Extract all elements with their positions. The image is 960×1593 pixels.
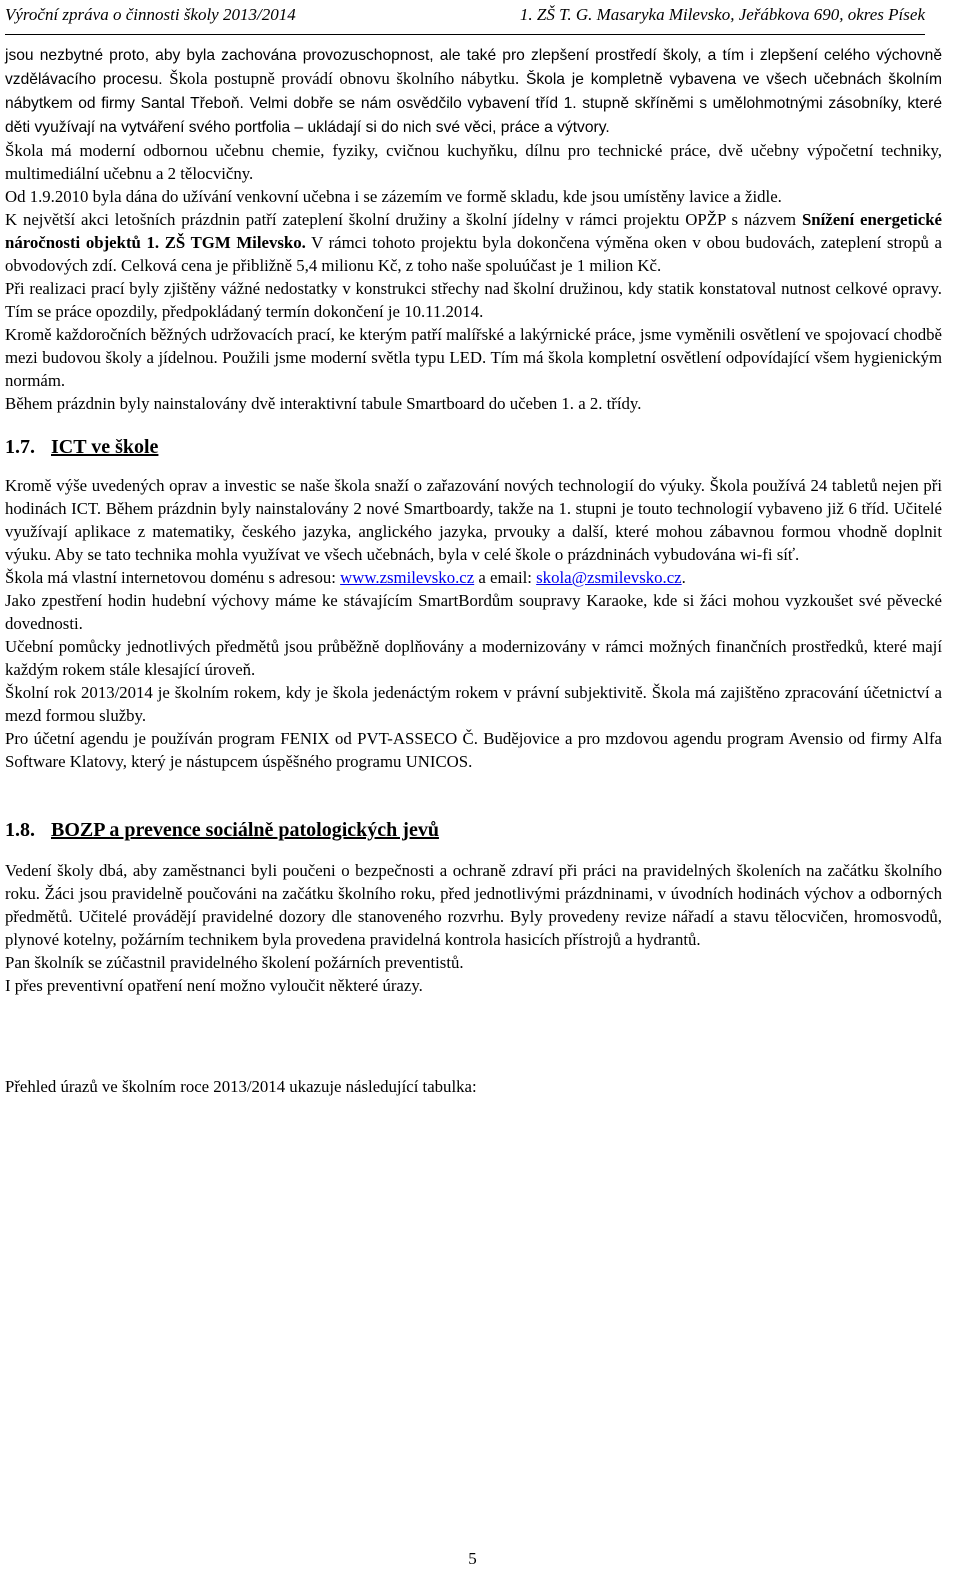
text-span: Škola má vlastní internetovou doménu s adresou: [5, 568, 341, 587]
text-span: a email: [474, 568, 537, 587]
project-name: Snížení energetické náročnosti objektů 1. ZŠ TGM Milevsko. [5, 210, 942, 252]
text-span: stupně skříněmi s umělohmotnými zásobníky, které děti využívají na vytváření svého portfolia – ukládají si do nich své věci, práce a výtvory. [5, 95, 942, 136]
paragraph-ict-technology: Kromě výše uvedených oprav a investic se naše škola snaží o zařazování nových technologií do výuky. Škola používá 24 tabletů nejen při hodinách ICT. Během prázdnin byly nainstalovány 2 nové Smartboardy, takže na 1. stupni je touto technologií vybaveno již 6 tříd. Učitelé využívají aplikace z matematiky, českého jazyka, anglického jazyka, prvouky a další, které mohou zábavnou formou vhodně doplnit výuku. Aby se tato technika mohla využívat ve všech učebnách, byla v celé škole o prázdninách vybudována wi-fi síť. [5, 476, 942, 564]
text-span: V rámci tohoto projektu byla dokončena výměna oken v obou budovách, zateplení stropů a obvodových zdí. Celková cena je přibližně 5,4 milionu Kč, z toho naše spoluúčast je 1 milion Kč. [5, 233, 942, 275]
text-span: . [681, 568, 686, 587]
paragraph-fire-training: Pan školník se zúčastnil pravidelného školení požárních preventistů. [5, 953, 464, 972]
section-number: 1.7. [5, 436, 35, 458]
email-link[interactable]: skola@zsmilevsko.cz [536, 568, 682, 587]
text-span: jsou nezbytné proto, aby byla zachována provozuschopnost, ale také pro zlepšení prostředí školy, a tím i zlepšení celého výchovně vzdělávacího procesu. [5, 47, 942, 88]
paragraph-injury-overview: Přehled úrazů ve školním roce 2013/2014 ukazuje následující tabulka: [5, 1077, 477, 1096]
paragraph-insulation-project [5, 208, 942, 277]
header-report-title: Výroční zpráva o činnosti školy 2013/2014 [5, 5, 296, 24]
text-span: Škola postupně provádí obnovu školního nábytku. [162, 69, 520, 88]
text-span: K největší akci letošních prázdnin patří zateplení školní družiny a školní jídelny v rámci projektu [5, 210, 686, 229]
paragraph-injuries: I přes preventivní opatření není možno vyloučit některé úrazy. [5, 976, 423, 995]
section-title: BOZP a prevence sociálně patologických jevů [51, 819, 439, 841]
paragraph-smartboards: Během prázdnin byly nainstalovány dvě interaktivní tabule Smartboard do učeben 1. a 2. třídy. [5, 394, 642, 413]
page-header [5, 0, 925, 35]
paragraph-roof-repair: Při realizaci prací byly zjištěny vážné nedostatky v konstrukci střechy nad školní družinou, kdy statik konstatoval nutnost celkové opravy. Tím se práce opozdily, předpokládaný termín dokončení je 10.11.2014. [5, 279, 942, 321]
paragraph-accounting-software: Pro účetní agendu je používán program FENIX od PVT-ASSECO Č. Budějovice a pro mzdovou agendu program Avensio od firmy Alfa Software Klatovy, který je nástupcem úspěšného programu UNICOS. [5, 729, 942, 771]
paragraph-furniture [5, 43, 942, 139]
paragraph-safety-training: Vedení školy dbá, aby zaměstnanci byli poučeni o bezpečnosti a ochraně zdraví při práci na pravidelných školeních na začátku školního roku. Žáci jsou pravidelně poučováni na začátku školního roku, před jednotlivými prázdninami, v úvodních hodinách výchov a odborných předmětů. Učitelé provádějí pravidelné dozory dle stanoveného rozvrhu. Byly provedeny revize nářadí a stavu tělocvičen, hromosvodů, plynové kotelny, požárním technikem byla provedena pravidelná kontrola hasicích přístrojů a hydrantů. [5, 861, 942, 949]
paragraph-lighting: Kromě každoročních běžných udržovacích prací, ke kterým patří malířské a lakýrnické práce, jsme vyměnili osvětlení ve spojovací chodbě mezi budovou školy a jídelnou. Použili jsme moderní světla typu LED. Tím má škola kompletní osvětlení odpovídající všem hygienickým normám. [5, 325, 942, 390]
page-number: 5 [468, 1549, 477, 1568]
header-school-name: 1. ZŠ T. G. Masaryka Milevsko, Jeřábkova 690, okres Písek [519, 5, 925, 24]
text-span: Škola je kompletně vybavena ve všech učebnách školním nábytkem od firmy Santal Třeboň. Velmi dobře se nám osvědčilo vybavení tříd 1. [5, 71, 943, 112]
document-body [5, 43, 942, 1098]
section-title: ICT ve škole [51, 436, 159, 458]
paragraph-teaching-aids: Učební pomůcky jednotlivých předmětů jsou průběžně doplňovány a modernizovány v rámci možných finančních prostředků, které mají každým rokem stále klesající úroveň. [5, 637, 942, 679]
section-heading-bozp [5, 817, 942, 843]
paragraph-karaoke: Jako zpestření hodin hudební výchovy máme ke stávajícím SmartBordům soupravy Karaoke, kde si žáci mohou vyzkoušet své pěvecké dovednosti. [5, 591, 942, 633]
section-number: 1.8. [5, 819, 35, 841]
section-heading-ict [5, 434, 942, 460]
paragraph-outdoor-classroom: Od 1.9.2010 byla dána do užívání venkovní učebna i se zázemím ve formě skladu, kde jsou umístěny lavice a židle. [5, 187, 782, 206]
website-link[interactable]: www.zsmilevsko.cz [340, 568, 475, 587]
paragraph-classrooms: Škola má moderní odbornou učebnu chemie, fyziky, cvičnou kuchyňku, dílnu pro technické práce, dvě učebny výpočetní techniky, multimediální učebnu a 2 tělocvičny. [5, 141, 942, 183]
text-span: OPŽP s názvem [685, 210, 802, 229]
paragraph-legal-subjectivity: Školní rok 2013/2014 je školním rokem, kdy je škola jedenáctým rokem v právní subjektivitě. Škola má zajištěno zpracování účetnictví a mezd formou služby. [5, 683, 942, 725]
paragraph-domain [5, 566, 942, 589]
